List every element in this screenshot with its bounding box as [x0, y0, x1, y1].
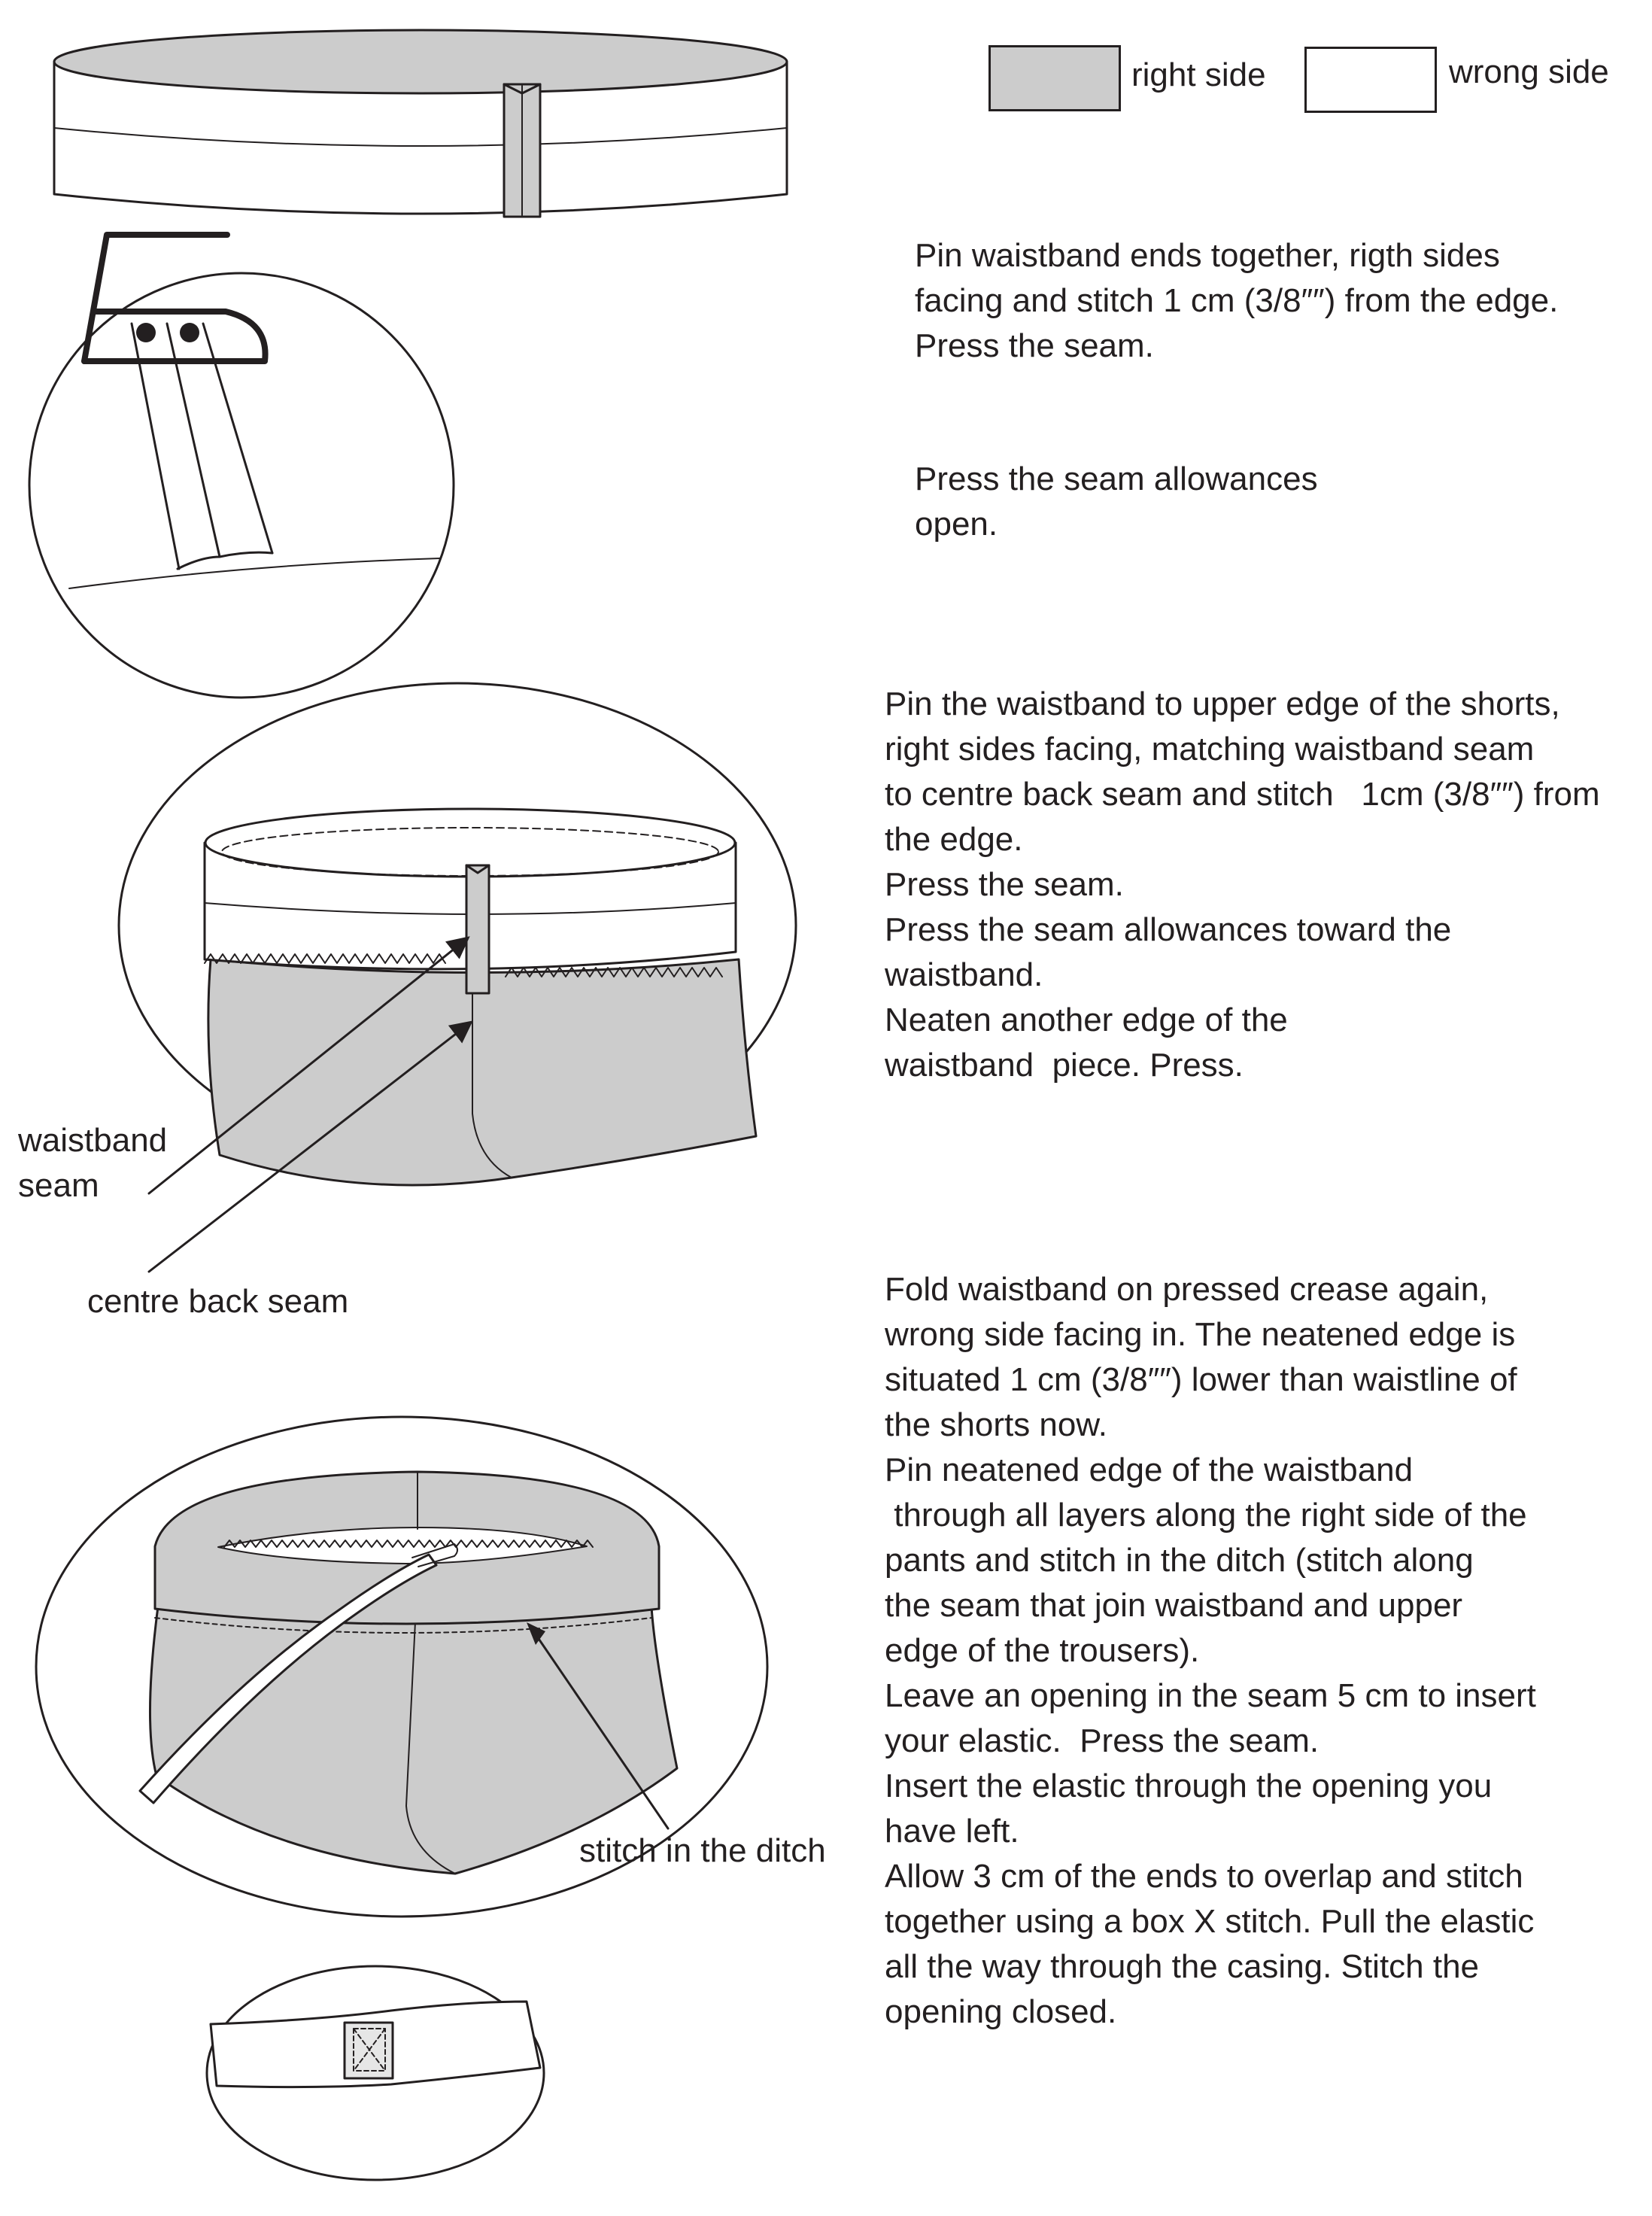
wrong-side-swatch [1304, 47, 1437, 113]
right-side-legend-label: right side [1131, 56, 1266, 93]
step-4-line: Leave an opening in the seam 5 cm to insert [885, 1677, 1536, 1714]
step-4-line: through all layers along the right side of the [885, 1497, 1527, 1534]
step-1-line: facing and stitch 1 cm (3/8″″) from the edge. [915, 282, 1559, 319]
stitch-in-ditch-label: stitch in the ditch [579, 1832, 826, 1869]
wrong-side-legend-label: wrong side [1449, 53, 1609, 90]
step-1-line: Press the seam. [915, 327, 1154, 364]
waistband-seam-label-line1: waistband [18, 1122, 168, 1159]
step-2-line: Press the seam allowances [915, 461, 1318, 497]
step-3-line: Press the seam allowances toward the [885, 911, 1452, 948]
step-3-line: the edge. [885, 821, 1023, 858]
step-3-line: right sides facing, matching waistband seam [885, 731, 1535, 768]
step-4-line: Allow 3 cm of the ends to overlap and stitch [885, 1858, 1523, 1895]
step-4-line: edge of the trousers). [885, 1632, 1200, 1669]
step-4-line: have left. [885, 1813, 1019, 1850]
step-4-line: Pin neatened edge of the waistband [885, 1451, 1414, 1488]
step-3-line: Press the seam. [885, 866, 1124, 903]
step-4-line: your elastic. Press the seam. [885, 1722, 1319, 1759]
right-side-swatch [988, 45, 1121, 111]
step-3-line: Pin the waistband to upper edge of the shorts, [885, 685, 1560, 722]
waistband-seam-label-line2: seam [18, 1167, 99, 1204]
step-4-text [885, 1267, 1536, 2035]
step-3-line: waistband piece. Press. [885, 1047, 1244, 1084]
step-4-line: the seam that join waistband and upper [885, 1587, 1463, 1624]
elastic-box-x-figure [207, 1966, 544, 2180]
step-3-line: waistband. [885, 956, 1043, 993]
step-4-line: opening closed. [885, 1993, 1117, 2030]
centre-back-seam-label: centre back seam [87, 1283, 349, 1320]
step-3-text [885, 682, 1600, 1088]
step-4-line: all the way through the casing. Stitch the [885, 1948, 1480, 1985]
step-4-line: pants and stitch in the ditch (stitch along [885, 1542, 1474, 1579]
waistband-loop-figure [54, 30, 787, 217]
waistband-attached-figure [119, 683, 796, 1272]
step-3-line: Neaten another edge of the [885, 1002, 1288, 1038]
step-1-line: Pin waistband ends together, rigth sides [915, 237, 1500, 274]
step-3-line: to centre back seam and stitch 1cm (3/8″″) from [885, 776, 1600, 813]
step-2-text [915, 457, 1318, 547]
step-4-line: wrong side facing in. The neatened edge is [885, 1316, 1516, 1353]
step-1-text [915, 233, 1558, 369]
step-4-line: the shorts now. [885, 1406, 1107, 1443]
step-4-line: together using a box X stitch. Pull the elastic [885, 1903, 1535, 1940]
step-4-line: Insert the elastic through the opening you [885, 1768, 1493, 1804]
step-4-line: situated 1 cm (3/8″″) lower than waistline of [885, 1361, 1517, 1398]
pressed-seam-figure [29, 235, 454, 698]
step-2-line: open. [915, 506, 998, 543]
step-4-line: Fold waistband on pressed crease again, [885, 1271, 1489, 1308]
